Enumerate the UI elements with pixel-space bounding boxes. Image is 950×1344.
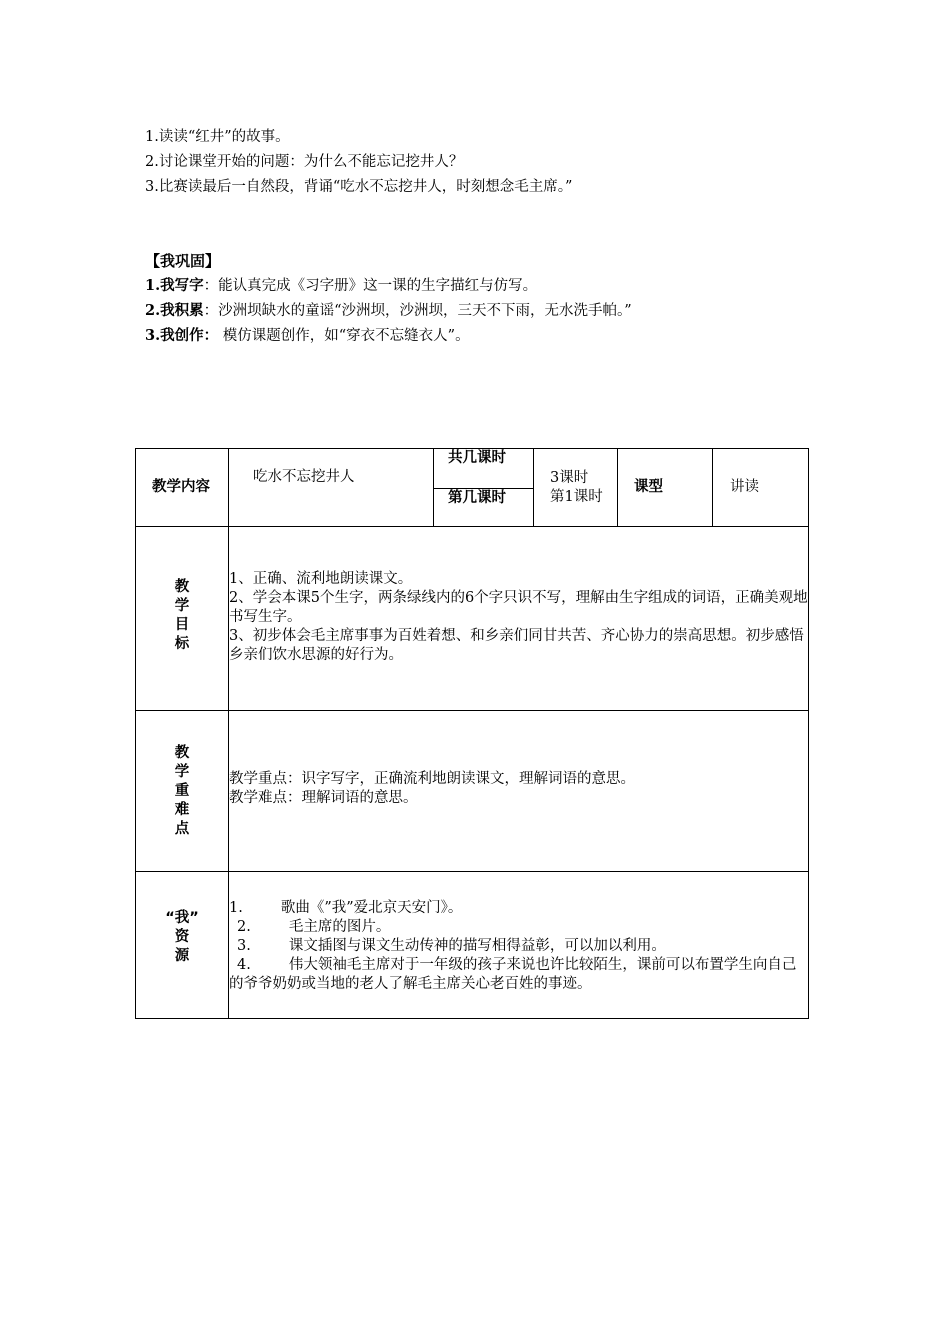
label-char: 难: [174, 801, 190, 818]
label-char: 源: [174, 947, 190, 964]
type-value-cell: [713, 449, 809, 527]
resource-item-3: [229, 937, 808, 956]
goal-item-3: 3、初步体会毛主席事事为百姓着想、和乡亲们同甘共苦、齐心协力的崇高思想。初步感悟乡亲们饮水思源的好行为。: [229, 628, 804, 663]
goal-item-1: 1、正确、流利地朗读课文。: [229, 571, 413, 587]
hours-line-1: 3课时: [550, 469, 589, 486]
difficult-point: 教学难点：理解词语的意思。: [229, 790, 418, 806]
key-points-label: [136, 744, 228, 839]
resource-text: 伟大领袖毛主席对于一年级的孩子来说也许比较陌生，课前可以布置学生向自己的爷爷奶奶或当地的老人了解毛主席关心老百姓的事迹。: [229, 957, 797, 992]
resource-num: 4.: [237, 957, 251, 973]
label-char: 学: [174, 597, 190, 614]
goals-label: [136, 578, 228, 654]
type-value: 讲读: [730, 479, 759, 495]
resources-label-cell: [136, 872, 229, 1019]
label-char: 点: [174, 820, 190, 837]
consolidate-heading: 【我巩固】: [145, 252, 221, 270]
consolidate-item-3: [145, 326, 470, 346]
content-value-cell: [229, 449, 434, 527]
label-char: 学: [174, 763, 190, 780]
lesson-title: 吃水不忘挖井人: [253, 469, 355, 485]
which-hour-label: 第几课时: [448, 490, 506, 506]
content-label-cell: [136, 449, 229, 527]
key-point: 教学重点：识字写字，正确流利地朗读课文，理解词语的意思。: [229, 771, 635, 787]
total-hours-label: 共几课时: [448, 450, 506, 466]
which-hour-label-cell: [434, 489, 534, 527]
total-hours-label-cell: [434, 449, 534, 489]
label-char: 重: [174, 782, 190, 799]
resource-num: 1.: [229, 900, 243, 916]
hours-line-2: 第1课时: [550, 488, 603, 505]
type-label: 课型: [634, 479, 663, 495]
item-label: 1.我写字: [145, 277, 204, 294]
resources-content: [229, 872, 809, 1019]
key-points-label-cell: [136, 711, 229, 872]
intro-line-1: 1.读读“红井”的故事。: [145, 129, 290, 145]
item-label: 2.我积累: [145, 302, 204, 319]
intro-line-3: 3.比赛读最后一自然段，背诵“吃水不忘挖井人，时刻想念毛主席。”: [145, 179, 573, 195]
consolidate-item-2: [145, 301, 632, 321]
goals-label-cell: [136, 527, 229, 711]
label-char: 目: [174, 616, 190, 633]
resource-text: 歌曲《”我”爱北京天安门》。: [280, 900, 463, 916]
resources-label: [136, 909, 228, 966]
lesson-plan-table: [135, 448, 809, 1019]
resource-item-4: [229, 956, 808, 994]
resource-num: 3.: [237, 938, 251, 954]
label-char: 标: [174, 635, 190, 652]
consolidate-item-1: [145, 276, 537, 296]
content-label: 教学内容: [152, 479, 210, 495]
label-char: “我”: [165, 909, 199, 926]
label-char: 资: [174, 928, 190, 945]
item-text: ：沙洲坝缺水的童谣“沙洲坝，沙洲坝，三天不下雨，无水洗手帕。”: [203, 303, 632, 319]
resource-text: 课文插图与课文生动传神的描写相得益彰，可以加以利用。: [288, 938, 666, 954]
resource-item-2: [229, 918, 808, 937]
label-char: 教: [174, 578, 190, 595]
resource-text: 毛主席的图片。: [288, 919, 391, 935]
key-points-content: [229, 711, 809, 872]
goals-content: [229, 527, 809, 711]
resource-item-1: [229, 899, 808, 918]
item-text: ：能认真完成《习字册》这一课的生字描红与仿写。: [203, 278, 538, 294]
type-label-cell: [618, 449, 713, 527]
hours-value-cell: [534, 449, 618, 527]
intro-line-2: 2.讨论课堂开始的问题：为什么不能忘记挖井人？: [145, 154, 464, 170]
goal-item-2: 2、学会本课5个生字，两条绿线内的6个字只识不写，理解由生字组成的词语，正确美观地书写生字。: [229, 590, 808, 625]
label-char: 教: [174, 744, 190, 761]
resource-num: 2.: [237, 919, 251, 935]
item-text: 模仿课题创作，如“穿衣不忘缝衣人”。: [218, 328, 470, 344]
item-label: 3.我创作：: [145, 327, 219, 344]
